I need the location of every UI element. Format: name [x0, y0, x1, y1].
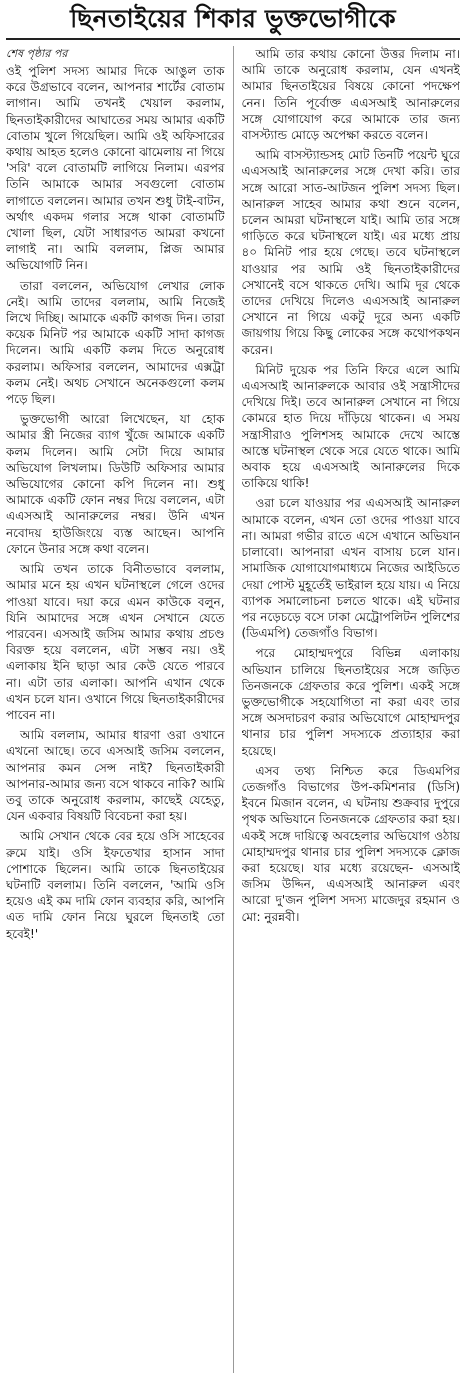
column-divider: [233, 46, 234, 1373]
paragraph: এসব তথ্য নিশ্চিত করে ডিএমপির তেজগাঁও বিভাগের উপ-কমিশনার (ডিসি) ইবনে মিজান বলেন, এ ঘটনায় শুক্রবার দুপুরে পৃথক অভিযানে তিনজনকে গ্রেফতার করা হয়। একই সঙ্গে দায়িত্বে অবহেলার অভিযোগ ওঠায় মোহাম্মদপুর থানার চার পুলিশ সদস্যকে ক্লোজ করা হয়েছে। যার মধ্যে রয়েছেন- এসআই জসিম উদ্দিন, এএসআই আনারুল এবং আরো দু'জন পুলিশ সদস্য মাজেদুর রহমান ও মো: নুরন্নবী।: [241, 763, 460, 924]
right-column: [242, 46, 461, 1373]
paragraph: আমি তখন তাকে বিনীতভাবে বললাম, আমার মনে হয় এখন ঘটনাস্থলে গেলে ওদের পাওয়া যাবে। দয়া করে এমন কাউকে বলুন, যিনি আমাদের সঙ্গে এখন সেখানে যেতে পারবেন। এসআই জসিম আমার কথায় প্রচণ্ড বিরক্ত হয়ে বললেন, এটা সম্ভব নয়। ওই এলাকায় ইনি ছাড়া আর কেউ যেতে পারবে না। এটা তার এলাকা। আপনি এখান থেকে এখন চলে যান। ওখানে গিয়ে ছিনতাইকারীদের পাবেন না।: [6, 562, 225, 722]
paragraph: পরে মোহাম্মদপুরে বিভিন্ন এলাকায় অভিযান চালিয়ে ছিনতাইয়ের সঙ্গে জড়িত তিনজনকে গ্রেফতার করে পুলিশ। একই সঙ্গে ভুক্তভোগীকে সহযোগিতা না করা এবং তার সঙ্গে অসদাচরণ করার অভিযোগে মোহাম্মদপুর থানার চার পুলিশ সদস্যকে প্রত্যাহার করা হয়েছে।: [241, 646, 460, 758]
paragraph: ওরা চলে যাওয়ার পর এএসআই আনারুল আমাকে বলেন, এখন তো ওদের পাওয়া যাবে না। আমরা গভীর রাতে এসে এখানে অভিযান চালাবো। আপনারা এখন বাসায় চলে যান। সামাজিক যোগাযোগমাধ্যমে নিজের আইডিতে দেয়া পোস্ট মুহূর্তেই ভাইরাল হয়ে যায়। এ নিয়ে ব্যাপক সমালোচনা চলতে থাকে। এই ঘটনার পর নড়েচড়ে বসে ঢাকা মেট্রোপলিটন পুলিশের (ডিএমপি) তেজগাঁও বিভাগ।: [241, 496, 460, 641]
continuation-note: শেষ পৃষ্ঠার পর: [6, 47, 68, 60]
paragraph: তারা বললেন, অভিযোগ লেখার লোক নেই। আমি তাদের বললাম, আমি নিজেই লিখে দিচ্ছি। আমাকে একটি কাগজ দিন। তারা কয়েক মিনিট পর আমাকে একটি সাদা কাগজ দিলেন। আমি একটি কলম দিতে অনুরোধ করলাম। অফিসার বললেন, আমাদের এক্সট্রা কলম নেই। অথচ সেখানে অনেকগুলো কলম পড়ে ছিল।: [6, 278, 225, 407]
paragraph: ওই পুলিশ সদস্য আমার দিকে আঙুল তাক করে উগ্রভাবে বলেন, আপনার শার্টের বোতাম লাগান। আমি তখনই খেয়াল করলাম, ছিনতাইকারীদের আঘাতের সময় আমার একটি বোতাম খুলে গিয়েছিল। আমি ওই অফিসারের কথায় আহত হলেও কোনো ঝামেলায় না গিয়ে 'সরি' বলে বোতামটি লাগিয়ে নিলাম। এরপর তিনি আমাকে আমার সবগুলো বোতাম লাগাতে বললেন। আমার তখন শুধু টাই-বাটন, অর্থাৎ একদম গলার সঙ্গে থাকা বোতামটি খোলা ছিল, যেটা সাধারণত আমরা কখনো লাগাই না। আমি বললাম, প্লিজ আমার অভিযোগটি নিন।: [6, 64, 225, 273]
left-column: [6, 46, 225, 1373]
paragraph: আমি তার কথায় কোনো উত্তর দিলাম না। আমি তাকে অনুরোধ করলাম, যেন এখনই আমার ছিনতাইয়ের বিষয়ে কোনো পদক্ষেপ নেন। তিনি পূর্বোক্ত এএসআই আনারুলের সঙ্গে যোগাযোগ করে আমাকে তার জন্য বাসস্ট্যান্ড মোড়ে অপেক্ষা করতে বলেন।: [241, 47, 460, 143]
paragraph: মিনিট দুয়েক পর তিনি ফিরে এলে আমি এএসআই আনারুলকে আবার ওই সন্ত্রাসীদের দেখিয়ে দিই। তবে আনারুল সেখানে না গিয়ে কোমরে হাত দিয়ে দাঁড়িয়ে থাকেন। এ সময় সন্ত্রাসীরাও পুলিশসহ আমাকে দেখে আস্তে আস্তে ঘটনাস্থল থেকে সরে যেতে থাকে। আমি অবাক হয়ে এএসআই আনারুলের দিকে তাকিয়ে থাকি!: [241, 362, 460, 491]
paragraph: আমি বললাম, আমার ধারণা ওরা ওখানে এখনো আছে। তবে এসআই জসিম বললেন, আপনার কমন সেন্স নাই? ছিনতাইকারী আপনার-আমার জন্য বসে থাকবে নাকি? আমি তবু তাকে অনুরোধ করলাম, কাছেই যেহেতু, যেন একবার বিষয়টি বিবেচনা করা হয়।: [6, 728, 225, 824]
headline: ছিনতাইয়ের শিকার ভুক্তভোগীকে: [6, 0, 460, 40]
paragraph: ভুক্তভোগী আরো লিখেছেন, যা হোক আমার স্ত্রী নিজের ব্যাগ খুঁজে আমাকে একটি কলম দিলেন। আমি সেটা দিয়ে আমার অভিযোগ লিখলাম। ডিউটি অফিসার আমার অভিযোগের কোনো কপি দিলেন না। শুধু আমাকে একটি ফোন নম্বর দিয়ে বললেন, এটা এএসআই আনারুলের নম্বর। উনি এখন নবোদয় হাউজিংয়ে ব্যস্ত আছেন। আপনি ফোনে উনার সঙ্গে কথা বলেন।: [6, 412, 225, 556]
paragraph: আমি সেখান থেকে বের হয়ে ওসি সাহেবের রুমে যাই। ওসি ইফতেখার হাসান সাদা পোশাকে ছিলেন। আমি তাকে ছিনতাইয়ের ঘটনাটি বললাম। তিনি বললেন, 'আমি ওসি হয়েও এই কম দামি ফোন ব্যবহার করি, আপনি এত দামি ফোন নিয়ে ঘুরলে ছিনতাই তো হবেই!': [6, 829, 225, 941]
paragraph: আমি বাসস্ট্যান্ডসহ মোট তিনটি পয়েন্ট ঘুরে এএসআই আনারুলের সঙ্গে দেখা করি। তার সঙ্গে আরো সাত-আটজন পুলিশ সদস্য ছিল। আনারুল সাহেব আমার কথা শুনে বলেন, চলেন আমরা ঘটনাস্থলে যাই। আমি তার সঙ্গে গাড়িতে করে ঘটনাস্থলে যাই। এর মধ্যে প্রায় ৪০ মিনিট পার হয়ে গেছে। তবে ঘটনাস্থলে যাওয়ার পর আমি ওই ছিনতাইকারীদের সেখানেই বসে থাকতে দেখি। আমি দূর থেকে তাদের দেখিয়ে দিলেও এএসআই আনারুল সেখানে না গিয়ে একটু দূরে অন্য একটি জায়গায় গিয়ে কিছু লোকের সঙ্গে কথোপকথন করেন।: [241, 148, 460, 357]
article-columns: [6, 46, 460, 1373]
